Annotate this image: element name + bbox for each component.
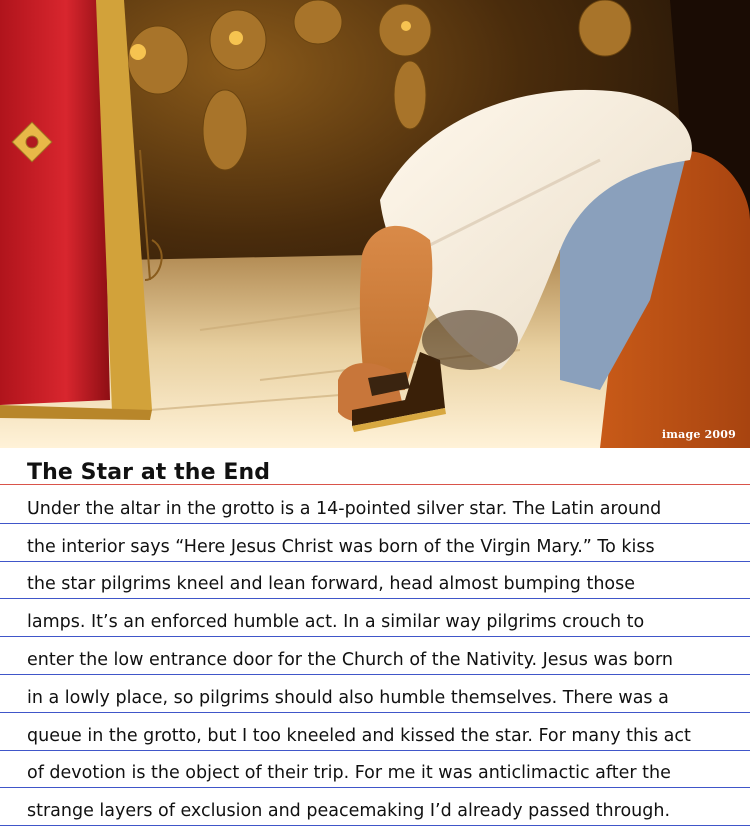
- line-text: lamps. It’s an enforced humble act. In a similar way pilgrims crouch to: [27, 612, 645, 633]
- line-text: of devotion is the object of their trip. For me it was anticlimactic after the: [27, 763, 671, 784]
- article-body: [0, 486, 750, 826]
- image-caption: image 2009: [661, 428, 736, 441]
- line-text: in a lowly place, so pilgrims should also humble themselves. There was a: [27, 687, 669, 708]
- line-text: strange layers of exclusion and peacemaking I’d already passed through.: [27, 801, 671, 822]
- article-title: The Star at the End: [27, 460, 271, 485]
- text-line: [0, 524, 750, 562]
- text-line: [0, 751, 750, 789]
- line-text: the star pilgrims kneel and lean forward, head almost bumping those: [27, 574, 636, 595]
- text-line: [0, 713, 750, 751]
- text-line: [0, 599, 750, 637]
- title-rule: [0, 484, 750, 485]
- text-line: [0, 486, 750, 524]
- line-text: Under the altar in the grotto is a 14-pointed silver star. The Latin around: [27, 498, 662, 519]
- line-text: enter the low entrance door for the Church of the Nativity. Jesus was born: [27, 649, 673, 670]
- line-text: the interior says “Here Jesus Christ was born of the Virgin Mary.” To kiss: [27, 536, 655, 557]
- text-line: [0, 788, 750, 826]
- text-line: [0, 637, 750, 675]
- text-line: [0, 675, 750, 713]
- line-text: queue in the grotto, but I too kneeled and kissed the star. For many this act: [27, 725, 691, 746]
- text-line: [0, 562, 750, 600]
